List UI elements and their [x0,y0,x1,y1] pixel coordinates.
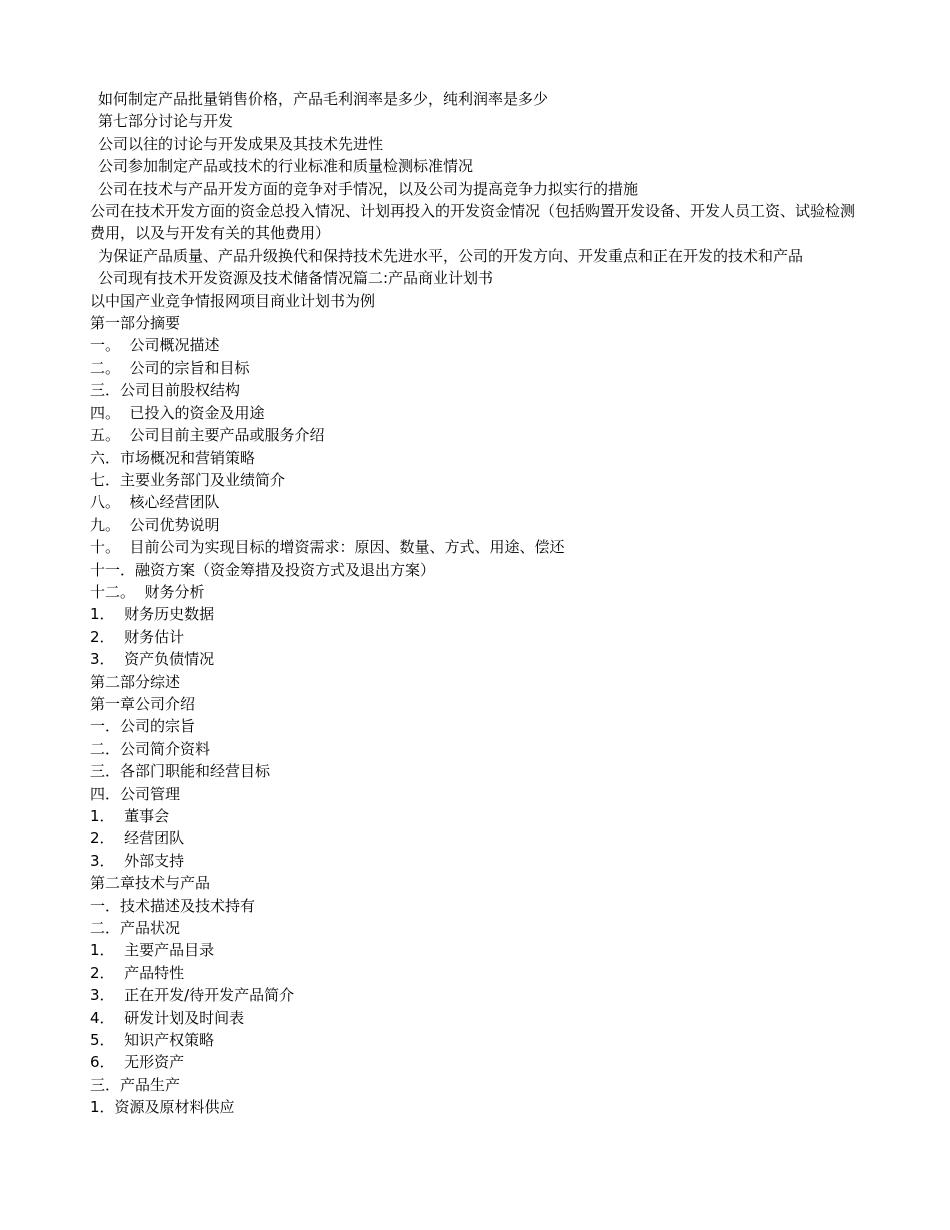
text-line: 1． 主要产品目录 [90,941,215,960]
text-line: 七．主要业务部门及业绩简介 [90,470,286,489]
text-line: 公司在技术开发方面的资金总投入情况、计划再投入的开发资金情况（包括购置开发设备、开发人员工资、试验检测费用，以及与开发有关的其他费用） [90,202,856,243]
text-line: 4． 研发计划及时间表 [90,1008,245,1027]
text-line: 1． 财务历史数据 [90,605,215,624]
text-line: 十。 目前公司为实现目标的增资需求：原因、数量、方式、用途、偿还 [90,538,565,557]
text-line: 1． 董事会 [90,807,170,825]
text-line: 二．公司简介资料 [90,739,211,758]
document-body [90,88,860,1119]
text-line: 为保证产品质量、产品升级换代和保持技术先进水平，公司的开发方向、开发重点和正在开发的技术和产品 [98,246,804,265]
text-line: 如何制定产品批量销售价格，产品毛利润率是多少，纯利润率是多少 [98,90,549,108]
text-line: 四．公司管理 [90,784,181,803]
text-line: 6． 无形资产 [90,1053,185,1072]
text-line: 5． 知识产权策略 [90,1031,215,1050]
text-line: 2． 产品特性 [90,963,185,982]
text-line: 公司在技术与产品开发方面的竞争对手情况，以及公司为提高竞争力拟实行的措施 [98,179,639,198]
text-line: 一．技术描述及技术持有 [90,896,256,915]
text-line: 一．公司的宗旨 [90,717,196,736]
text-line: 2． 经营团队 [90,829,185,848]
text-line: 一。 公司概况描述 [90,336,220,355]
text-line: 以中国产业竞争情报网项目商业计划书为例 [90,291,376,310]
text-line: 公司参加制定产品或技术的行业标准和质量检测标准情况 [98,157,474,176]
text-line: 1．资源及原材料供应 [90,1098,235,1117]
text-line: 二．产品状况 [90,919,181,938]
text-line: 五。 公司目前主要产品或服务介绍 [90,426,325,445]
text-line: 三．公司目前股权结构 [90,381,241,400]
text-line: 三．各部门职能和经营目标 [90,762,271,781]
text-line: 第一部分摘要 [90,314,181,333]
document-page [90,88,860,1119]
text-line: 公司现有技术开发资源及技术储备情况篇二:产品商业计划书 [98,269,494,288]
text-line: 八。 核心经营团队 [90,493,220,512]
text-line: 公司以往的讨论与开发成果及其技术先进性 [98,134,384,153]
text-line: 3． 正在开发/待开发产品简介 [90,986,295,1005]
text-line: 十二。 财务分析 [90,582,205,601]
text-line: 十一．融资方案（资金筹措及投资方式及退出方案） [90,560,436,579]
text-line: 六．市场概况和营销策略 [90,448,256,467]
text-line: 第二章技术与产品 [90,874,211,893]
text-line: 第二部分综述 [90,672,181,691]
text-line: 第一章公司介绍 [90,694,196,713]
text-line: 二。 公司的宗旨和目标 [90,358,250,377]
text-line: 第七部分讨论与开发 [98,112,234,131]
text-line: 三．产品生产 [90,1075,181,1094]
text-line: 九。 公司优势说明 [90,515,220,534]
text-line: 四。 已投入的资金及用途 [90,403,265,422]
text-line: 2． 财务估计 [90,627,185,646]
text-line: 3． 资产负债情况 [90,650,215,669]
text-line: 3． 外部支持 [90,851,185,870]
